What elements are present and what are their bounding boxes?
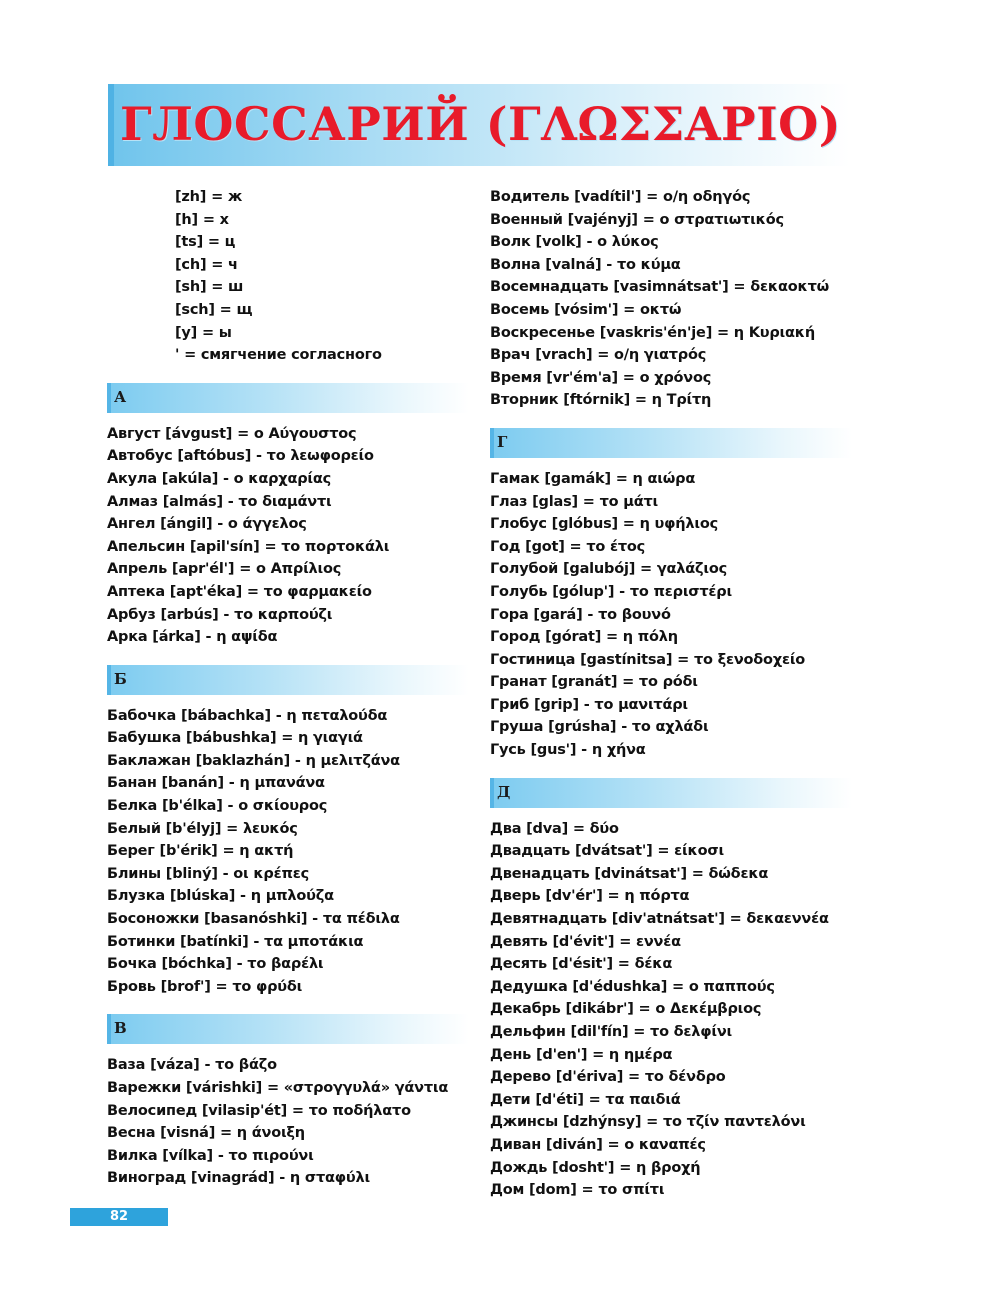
page-title: ГЛОССАРИЙ (ΓΛΩΣΣΑΡΙΟ) (120, 97, 841, 151)
legend-item: [y] = ы (175, 324, 232, 341)
glossary-entry: Дети [d'éti] = τα παιδιά (490, 1091, 681, 1108)
glossary-entry: Ваза [váza] - το βάζο (107, 1057, 277, 1074)
glossary-entry: Дедушка [d'édushka] = ο παππούς (490, 978, 775, 995)
glossary-entry: Воскресенье [vaskris'én'je] = η Κυριακή (490, 324, 815, 341)
left-column (107, 186, 469, 1190)
section-letter: В (114, 1019, 127, 1038)
legend-item: [sh] = ш (175, 279, 244, 296)
legend-item: [zh] = ж (175, 189, 243, 205)
glossary-entry: Берег [b'érik] = η ακτή (107, 843, 294, 860)
legend-item: [ch] = ч (175, 256, 238, 273)
glossary-entry: Врач [vrach] = ο/η γιατρός (490, 347, 707, 364)
glossary-entry: Вилка [vílka] - το πιρούνι (107, 1147, 314, 1164)
glossary-entry: Ангел [ángil] - ο άγγελος (107, 516, 307, 533)
section-letter: Г (497, 432, 508, 451)
glossary-entry: Август [ávgust] = ο Αύγουστος (107, 425, 357, 442)
section-header (490, 778, 852, 808)
glossary-entry: Груша [grúsha] - το αχλάδι (490, 719, 709, 736)
glossary-entry: Акула [akúla] - ο καρχαρίας (107, 470, 331, 487)
glossary-entry: Дождь [dosht'] = η βροχή (490, 1159, 701, 1176)
section-letter: Б (114, 669, 127, 688)
glossary-entry: Аптека [apt'éka] = το φαρμακείο (107, 583, 372, 600)
right-column (490, 186, 852, 1202)
glossary-entry: Водитель [vadítil'] = ο/η οδηγός (490, 189, 751, 205)
glossary-entry: Гостиница [gastínitsa] = το ξενοδοχείο (490, 651, 806, 668)
glossary-entry: Девятнадцать [div'atnátsat'] = δεκαεννέα (490, 911, 829, 928)
glossary-entry: Дом [dom] = το σπίτι (490, 1182, 665, 1199)
glossary-entry: Бабушка [bábushka] = η γιαγιά (107, 730, 363, 747)
glossary-entry: Диван [diván] = ο καναπές (490, 1136, 706, 1153)
section-g (490, 428, 852, 762)
glossary-entry: Алмаз [almás] - το διαμάντι (107, 493, 332, 510)
section-v-continued (490, 186, 852, 412)
section-letter: Д (497, 782, 511, 801)
glossary-entry: Баклажан [baklazhán] - η μελιτζάνα (107, 752, 400, 769)
glossary-entry: Гамак [gamák] = η αιώρα (490, 470, 696, 487)
glossary-entry: Гранат [granát] = το ρόδι (490, 674, 698, 691)
glossary-entry: Два [dva] = δύο (490, 820, 619, 837)
glossary-entry: Голубой [galubój] = γαλάζιος (490, 561, 727, 578)
glossary-entry: Велосипед [vilasip'ét] = το ποδήλατο (107, 1102, 411, 1119)
transliteration-legend (175, 186, 469, 367)
glossary-entry: Варежки [várishki] = «στρογγυλά» γάντια (107, 1080, 449, 1096)
glossary-entry: Вторник [ftórnik] = η Τρίτη (490, 392, 712, 409)
glossary-entry: Гриб [grip] - το μανιτάρι (490, 696, 688, 713)
glossary-entry: Босоножки [basanóshki] - τα πέδιλα (107, 911, 400, 928)
glossary-entry: Бочка [bóchka] - το βαρέλι (107, 956, 324, 973)
glossary-entry: Дельфин [dil'fín] = το δελφίνι (490, 1024, 733, 1040)
glossary-entry: Волк [volk] - ο λύκος (490, 234, 659, 251)
glossary-entry: Весна [visná] = η άνοιξη (107, 1125, 305, 1142)
glossary-entry: Восемнадцать [vasimnátsat'] = δεκαοκτώ (490, 279, 830, 296)
legend-item: [sch] = щ (175, 301, 253, 318)
section-v (107, 1014, 469, 1190)
legend-item: [h] = х (175, 211, 229, 228)
glossary-entry: Дерево [d'ériva] = το δένδρο (490, 1069, 726, 1086)
glossary-entry: Виноград [vinagrád] - η σταφύλι (107, 1170, 370, 1187)
glossary-entry: Джинсы [dzhýnsy] = το τζίν παντελόνι (490, 1114, 806, 1131)
glossary-entry: Бровь [brof'] = το φρύδι (107, 978, 303, 995)
section-a (107, 383, 469, 649)
page-number: 82 (110, 1209, 129, 1224)
glossary-entry: Волна [valná] - το κύμα (490, 256, 681, 273)
glossary-entry: Девять [d'évit'] = εννέα (490, 933, 681, 950)
legend-item: [ts] = ц (175, 234, 236, 251)
glossary-entry: Белый [b'élyj] = λευκός (107, 820, 298, 837)
page-number-bar (70, 1208, 168, 1226)
glossary-entry: Глобус [glóbus] = η υφήλιος (490, 516, 718, 533)
section-d (490, 778, 852, 1202)
glossary-entry: Арка [árka] - η αψίδα (107, 629, 278, 646)
glossary-entry: День [d'en'] = η ημέρα (490, 1046, 673, 1063)
legend-item: ' = смягчение согласного (175, 347, 382, 364)
glossary-entry: Голубь [gólup'] - το περιστέρι (490, 583, 732, 600)
glossary-entry: Автобус [aftóbus] - το λεωφορείο (107, 448, 374, 465)
glossary-entry: Апрель [apr'él'] = ο Απρίλιος (107, 561, 342, 578)
glossary-entry: Блузка [blúska] - η μπλούζα (107, 888, 334, 905)
glossary-entry: Восемь [vósim'] = οκτώ (490, 301, 682, 318)
section-header (107, 383, 469, 413)
section-header (490, 428, 852, 458)
glossary-entry: Ботинки [batínki] - τα μποτάκια (107, 933, 364, 950)
glossary-entry: Апельсин [apil'sín] = το πορτοκάλι (107, 538, 390, 555)
glossary-entry: Год [got] = το έτος (490, 538, 646, 555)
glossary-entry: Бабочка [bábachka] - η πεταλούδα (107, 707, 388, 724)
glossary-entry: Двадцать [dvátsat'] = είκοσι (490, 843, 724, 860)
glossary-entry: Время [vr'ém'a] = ο χρόνος (490, 369, 712, 386)
section-header (107, 665, 469, 695)
glossary-entry: Двенадцать [dvinátsat'] = δώδεκα (490, 865, 769, 882)
glossary-entry: Военный [vajényj] = ο στρατιωτικός (490, 211, 784, 228)
glossary-entry: Белка [b'élka] - ο σκίουρος (107, 798, 328, 815)
section-header (107, 1014, 469, 1044)
glossary-entry: Гора [gará] - το βουνό (490, 606, 671, 623)
glossary-entry: Гусь [gus'] - η χήνα (490, 742, 646, 759)
glossary-entry: Арбуз [arbús] - το καρπούζι (107, 606, 333, 623)
glossary-entry: Банан [banán] - η μπανάνα (107, 775, 325, 792)
glossary-entry: Дверь [dv'ér'] = η πόρτα (490, 888, 690, 905)
section-b (107, 665, 469, 999)
glossary-entry: Глаз [glas] = το μάτι (490, 493, 658, 510)
glossary-entry: Декабрь [dikábr'] = ο Δεκέμβριος (490, 1001, 762, 1018)
section-letter: А (114, 387, 127, 406)
glossary-entry: Десять [d'ésit'] = δέκα (490, 956, 673, 973)
glossary-entry: Город [górat] = η πόλη (490, 629, 678, 646)
glossary-entry: Блины [bliný] - οι κρέπες (107, 865, 310, 882)
